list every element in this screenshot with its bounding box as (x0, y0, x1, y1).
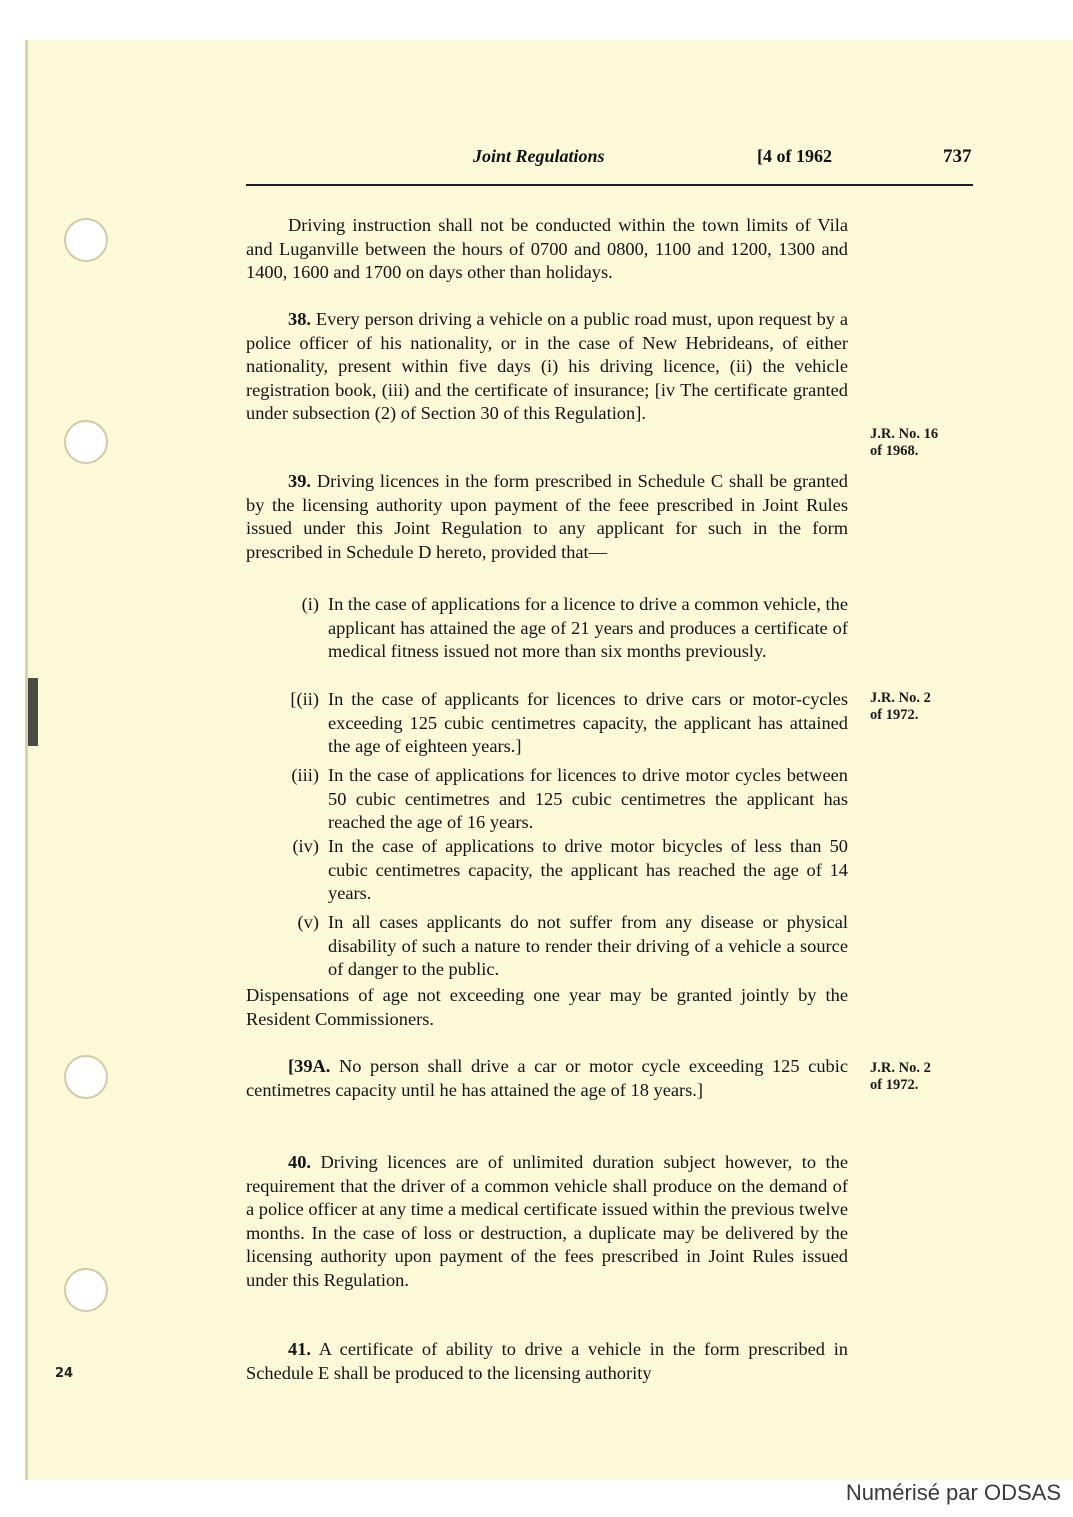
binder-mark (28, 678, 38, 746)
margin-note-jr2-1972: J.R. No. 2 of 1972. (870, 1060, 931, 1093)
section-39-text: Driving licences in the form prescribed in Schedule C shall be granted by the licensing authority upon payment of the feee prescribed in Joint Rules issued under this Joint Regulation to any applicant for such in the form prescribed in Schedule D hereto, provided that— (246, 471, 848, 562)
section-39a-text: No person shall drive a car or motor cycle exceeding 125 cubic centimetres capacity until he has attained the age of 18 years.] (246, 1056, 848, 1100)
item-number: (iii) (291, 765, 319, 785)
item-number: (iv) (292, 836, 319, 856)
section-41-text: A certificate of ability to drive a vehicle in the form prescribed in Schedule E shall be produced to the licensing authority (246, 1339, 849, 1383)
section-38 (246, 308, 848, 426)
margin-note-jr16-1968: J.R. No. 16 of 1968. (870, 426, 939, 459)
section-38-text: Every person driving a vehicle on a public road must, upon request by a police officer of his nationality, or in the case of New Hebrideans, of either nationality, present within five days (i) his driving licence, (ii) the vehicle registration book, (iii) and the certificate of insurance; [iv The certificate granted under subsection (2) of Section 30 of this Regulation]. (246, 309, 848, 423)
list-item: In the case of applications to drive motor bicycles of less than 50 cubic centimetres capacity, the applicant has reached the age of 14 years. (328, 836, 848, 903)
list-item: In the case of applicants for licences to drive cars or motor-cycles exceeding 125 cubic centimetres capacity, the applicant has attained the age of eighteen years.] (328, 689, 848, 756)
dispensation-paragraph: Dispensations of age not exceeding one year may be granted jointly by the Resident Commissioners. (246, 985, 848, 1029)
section-41-number: 41. (288, 1339, 311, 1359)
binder-hole-2 (64, 420, 108, 464)
list-item: In all cases applicants do not suffer from any disease or physical disability of such a nature to render their driving of a vehicle a source of danger to the public. (328, 912, 848, 979)
item-number: [(ii) (290, 689, 319, 709)
binder-hole-4 (64, 1268, 108, 1312)
header-rule (246, 184, 973, 186)
left-page-number: 24 (55, 1366, 74, 1381)
section-41 (246, 1338, 848, 1385)
section-40 (246, 1151, 848, 1292)
section-39-number: 39. (288, 471, 311, 491)
section-40-text: Driving licences are of unlimited duration subject however, to the requirement that the driver of a common vehicle shall produce on the demand of a police officer at any time a medical certificate issued within the previous twelve months. In the case of loss or destruction, a duplicate may be delivered by the licensing authority upon payment of the fees prescribed in Joint Rules issued under this Regulation. (246, 1152, 848, 1290)
intro-paragraph: Driving instruction shall not be conducted within the town limits of Vila and Luganville between the hours of 0700 and 0800, 1100 and 1200, 1300 and 1400, 1600 and 1700 on days other than holidays. (246, 215, 848, 282)
list-item: In the case of applications for licences to drive motor cycles between 50 cubic centimetres and 125 cubic centimetres the applicant has reached the age of 16 years. (328, 765, 848, 832)
regulation-reference: [4 of 1962 (757, 146, 832, 166)
section-39a-number: [39A. (288, 1056, 331, 1076)
section-39a (246, 1055, 848, 1102)
section-38-number: 38. (288, 309, 311, 329)
binder-hole-1 (64, 218, 108, 262)
list-item: In the case of applications for a licence to drive a common vehicle, the applicant has attained the age of 21 years and produces a certificate of medical fitness issued not more than six months previously. (328, 594, 848, 661)
section-40-number: 40. (288, 1152, 311, 1172)
digitization-watermark: Numérisé par ODSAS (845, 1480, 1061, 1505)
section-39 (246, 470, 848, 564)
binder-hole-3 (64, 1055, 108, 1099)
page-number: 737 (943, 146, 972, 167)
item-number: (v) (297, 912, 319, 932)
running-title: Joint Regulations (473, 146, 605, 166)
item-number: (i) (301, 594, 319, 614)
margin-note-jr2-1972: J.R. No. 2 of 1972. (870, 690, 931, 723)
